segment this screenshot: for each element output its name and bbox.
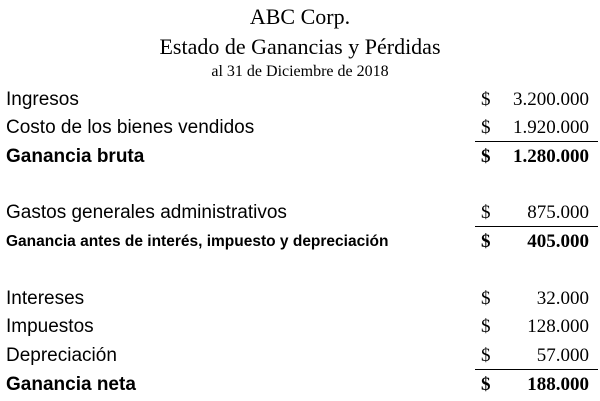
row-label: Ingresos [6, 89, 79, 110]
currency-symbol: $ [481, 117, 491, 138]
row-label: Depreciación [6, 345, 117, 366]
row-impuestos [0, 314, 600, 340]
currency-symbol: $ [481, 288, 491, 309]
currency-symbol: $ [481, 345, 491, 366]
row-gastos-generales [0, 200, 600, 226]
currency-symbol: $ [481, 202, 491, 223]
row-amount: 3.200.000 [513, 89, 589, 110]
currency-symbol: $ [481, 89, 491, 110]
row-label: Ganancia antes de interés, impuesto y depreciación [6, 233, 389, 250]
row-label: Costo de los bienes vendidos [6, 117, 255, 138]
row-amount: 128.000 [527, 316, 589, 337]
row-label: Ganancia bruta [6, 146, 145, 167]
row-amount: 32.000 [536, 288, 589, 309]
statement-date: al 31 de Diciembre de 2018 [211, 63, 389, 80]
currency-symbol: $ [481, 146, 491, 167]
company-name: ABC Corp. [249, 4, 351, 29]
row-ganancia-neta [0, 372, 600, 398]
row-label: Ganancia neta [6, 374, 136, 395]
subtotal-rule [475, 369, 598, 370]
row-amount: 188.000 [527, 374, 589, 395]
row-depreciacion [0, 343, 600, 369]
subtotal-rule [475, 226, 598, 227]
currency-symbol: $ [481, 374, 491, 395]
currency-symbol: $ [481, 316, 491, 337]
row-ganancia-bruta [0, 144, 600, 170]
row-amount: 1.280.000 [513, 146, 589, 167]
row-ingresos [0, 87, 600, 113]
row-amount: 1.920.000 [513, 117, 589, 138]
row-label: Impuestos [6, 316, 94, 337]
row-label: Intereses [6, 288, 85, 309]
statement-title: Estado de Ganancias y Pérdidas [159, 34, 441, 59]
row-amount: 57.000 [536, 345, 589, 366]
row-amount: 405.000 [527, 231, 589, 252]
row-amount: 875.000 [527, 202, 589, 223]
row-intereses [0, 286, 600, 312]
subtotal-rule [475, 141, 598, 142]
currency-symbol: $ [481, 231, 491, 252]
row-costo-bienes-vendidos [0, 115, 600, 141]
row-label: Gastos generales administrativos [6, 202, 287, 223]
row-ganancia-antes-intereses [0, 229, 600, 255]
